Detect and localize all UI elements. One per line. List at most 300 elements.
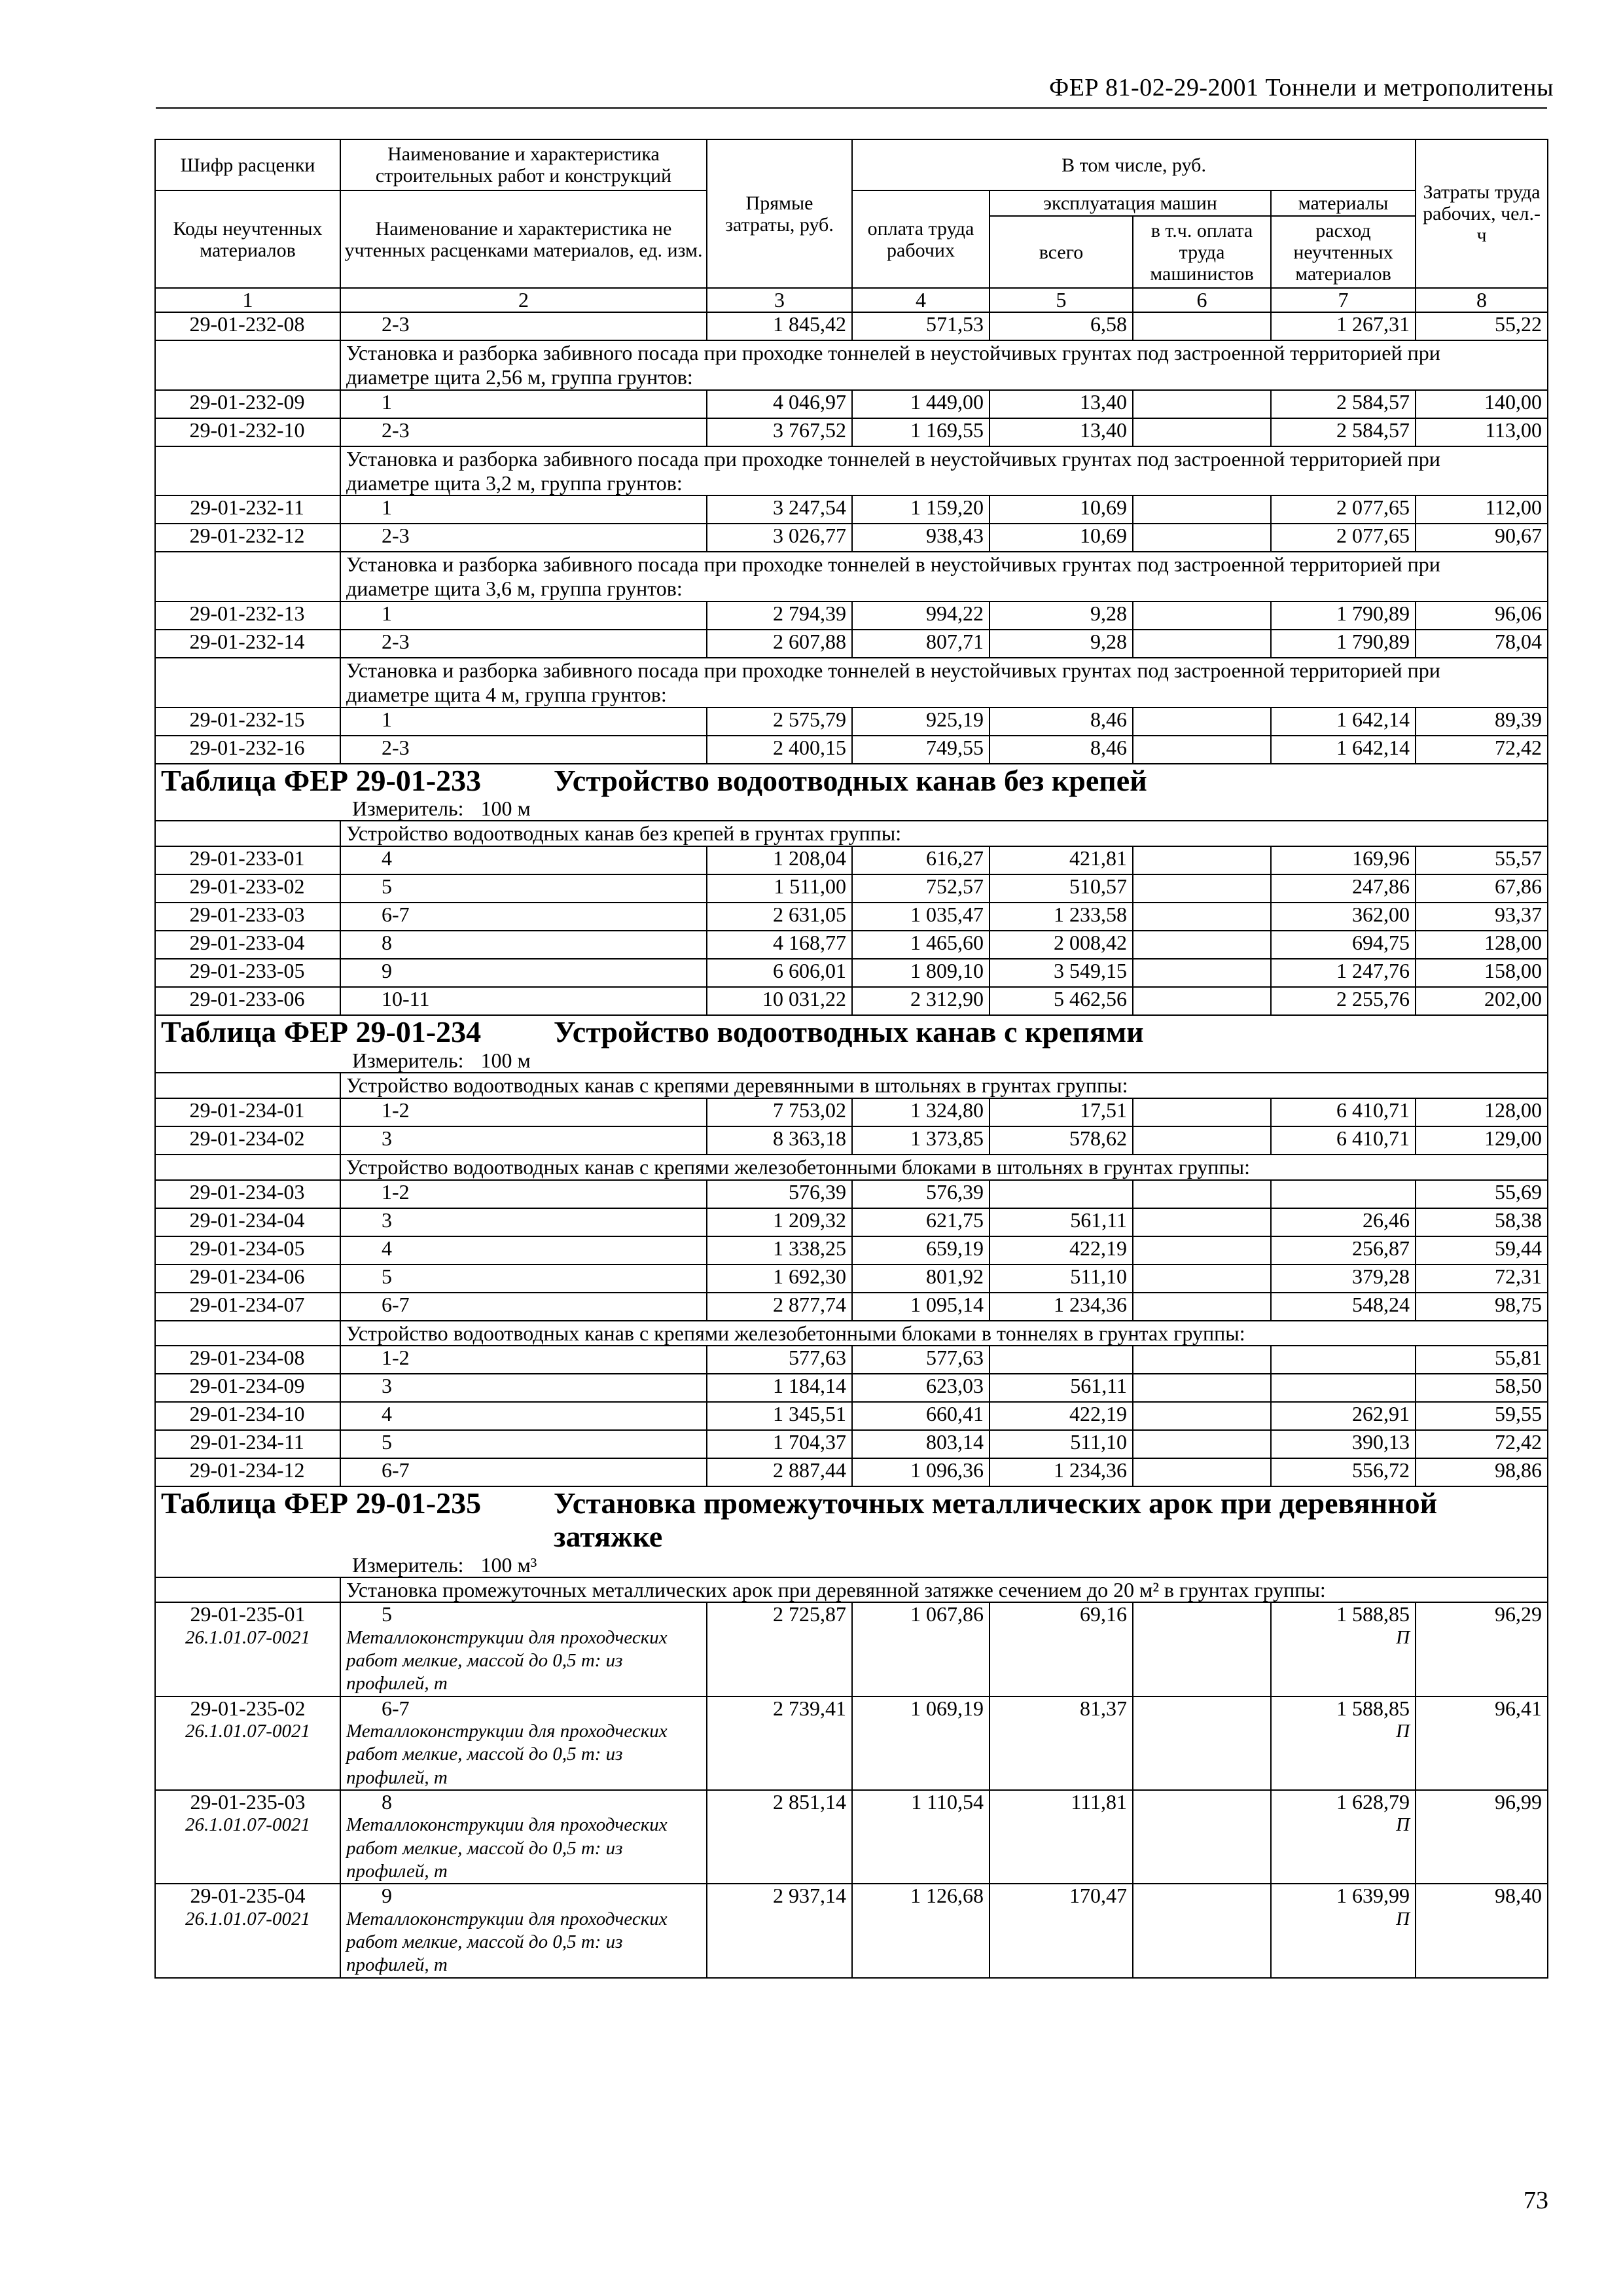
table-row-with-resource bbox=[155, 1884, 1548, 1977]
labor-hours: 96,06 bbox=[1416, 601, 1548, 630]
materials-cost: 1 588,85 bbox=[1336, 1602, 1410, 1626]
resource-mark: П bbox=[1396, 1626, 1410, 1648]
section-description-row bbox=[155, 821, 1548, 846]
measure-unit: 100 м bbox=[480, 797, 531, 821]
machines-cost: 511,10 bbox=[990, 1265, 1133, 1293]
machines-cost: 5 462,56 bbox=[990, 987, 1133, 1015]
direct-cost: 2 887,44 bbox=[707, 1458, 852, 1486]
table-row bbox=[155, 630, 1548, 658]
price-code: 29-01-232-13 bbox=[155, 601, 340, 630]
machines-cost: 111,81 bbox=[990, 1790, 1133, 1884]
labor-pay: 659,19 bbox=[852, 1236, 990, 1265]
header-machinist-pay: в т.ч. оплата труда машинистов bbox=[1133, 216, 1271, 288]
direct-cost: 2 725,87 bbox=[707, 1602, 852, 1696]
table-row bbox=[155, 708, 1548, 736]
table-row bbox=[155, 987, 1548, 1015]
table-title-name: Устройство водоотводных канав с крепями bbox=[554, 1015, 1144, 1049]
machines-cost: 2 008,42 bbox=[990, 931, 1133, 959]
work-name: 8 bbox=[340, 931, 707, 959]
measure-cell bbox=[155, 1049, 1548, 1073]
machinist-pay bbox=[1133, 390, 1271, 418]
price-code: 29-01-233-03 bbox=[155, 903, 340, 931]
materials-cost: 556,72 bbox=[1271, 1458, 1416, 1486]
machinist-pay bbox=[1133, 1430, 1271, 1458]
materials-cost: 262,91 bbox=[1271, 1402, 1416, 1430]
materials-cost bbox=[1271, 1180, 1416, 1208]
work-name: 5 bbox=[382, 1602, 392, 1626]
table-row bbox=[155, 1208, 1548, 1236]
machines-cost: 10,69 bbox=[990, 524, 1133, 552]
price-code: 29-01-232-08 bbox=[155, 312, 340, 340]
direct-cost: 8 363,18 bbox=[707, 1126, 852, 1155]
machines-cost: 510,57 bbox=[990, 874, 1133, 903]
direct-cost: 3 026,77 bbox=[707, 524, 852, 552]
work-name: 5 bbox=[340, 1430, 707, 1458]
labor-hours: 98,75 bbox=[1416, 1293, 1548, 1321]
document-header-title: ФЕР 81-02-29-2001 Тоннели и метрополитены bbox=[1049, 74, 1554, 101]
colnum: 5 bbox=[990, 288, 1133, 312]
price-code: 29-01-235-03 bbox=[190, 1790, 306, 1814]
empty-cell bbox=[155, 1577, 340, 1603]
price-code: 29-01-235-02 bbox=[190, 1696, 306, 1720]
labor-pay: 1 126,68 bbox=[852, 1884, 990, 1977]
labor-hours: 96,41 bbox=[1416, 1696, 1548, 1790]
labor-pay: 1 324,80 bbox=[852, 1098, 990, 1126]
direct-cost: 1 345,51 bbox=[707, 1402, 852, 1430]
labor-hours: 98,86 bbox=[1416, 1458, 1548, 1486]
machinist-pay bbox=[1133, 959, 1271, 987]
price-code: 29-01-233-02 bbox=[155, 874, 340, 903]
labor-hours: 96,99 bbox=[1416, 1790, 1548, 1884]
labor-pay: 2 312,90 bbox=[852, 987, 990, 1015]
machines-cost: 1 234,36 bbox=[990, 1293, 1133, 1321]
machinist-pay bbox=[1133, 418, 1271, 446]
direct-cost: 2 631,05 bbox=[707, 903, 852, 931]
materials-cost bbox=[1271, 1346, 1416, 1374]
measure-row bbox=[155, 1554, 1548, 1577]
machinist-pay bbox=[1133, 1374, 1271, 1402]
table-row bbox=[155, 959, 1548, 987]
direct-cost: 1 511,00 bbox=[707, 874, 852, 903]
materials-cost: 2 584,57 bbox=[1271, 418, 1416, 446]
machines-cost bbox=[990, 1180, 1133, 1208]
labor-hours: 112,00 bbox=[1416, 495, 1548, 524]
machinist-pay bbox=[1133, 903, 1271, 931]
measure-label: Измеритель: bbox=[352, 1553, 464, 1577]
machinist-pay bbox=[1133, 524, 1271, 552]
machinist-pay bbox=[1133, 708, 1271, 736]
price-code-cell bbox=[155, 1790, 340, 1884]
machinist-pay bbox=[1133, 495, 1271, 524]
measure-row bbox=[155, 797, 1548, 821]
labor-pay: 803,14 bbox=[852, 1430, 990, 1458]
machines-cost: 8,46 bbox=[990, 708, 1133, 736]
work-name: 6-7 bbox=[340, 1458, 707, 1486]
table-title-row bbox=[155, 1015, 1548, 1049]
table-row bbox=[155, 1458, 1548, 1486]
labor-hours: 113,00 bbox=[1416, 418, 1548, 446]
header-materials: материалы bbox=[1271, 190, 1416, 216]
empty-cell bbox=[155, 1321, 340, 1346]
labor-pay: 571,53 bbox=[852, 312, 990, 340]
empty-cell bbox=[155, 1155, 340, 1180]
table-row bbox=[155, 736, 1548, 764]
machines-cost: 561,11 bbox=[990, 1208, 1133, 1236]
colnum: 1 bbox=[155, 288, 340, 312]
labor-hours: 59,55 bbox=[1416, 1402, 1548, 1430]
labor-pay: 801,92 bbox=[852, 1265, 990, 1293]
header-labor-pay: оплата труда рабочих bbox=[852, 190, 990, 288]
table-row bbox=[155, 1293, 1548, 1321]
machinist-pay bbox=[1133, 1265, 1271, 1293]
resource-name: Металлоконструкции для проходческих работ мелкие, массой до 0,5 т: из профилей, т bbox=[346, 1626, 668, 1695]
materials-cell bbox=[1271, 1884, 1416, 1977]
table-row bbox=[155, 931, 1548, 959]
machinist-pay bbox=[1133, 601, 1271, 630]
materials-cost: 2 584,57 bbox=[1271, 390, 1416, 418]
machinist-pay bbox=[1133, 1696, 1271, 1790]
header-divider bbox=[156, 107, 1547, 109]
machines-cost bbox=[990, 1346, 1133, 1374]
resource-mark: П bbox=[1396, 1720, 1410, 1742]
work-name: 1 bbox=[340, 601, 707, 630]
resource-code: 26.1.01.07-0021 bbox=[185, 1908, 310, 1929]
labor-hours: 78,04 bbox=[1416, 630, 1548, 658]
labor-pay: 1 809,10 bbox=[852, 959, 990, 987]
table-row-with-resource bbox=[155, 1696, 1548, 1790]
header-materials-unaccounted: расход неучтенных материалов bbox=[1271, 216, 1416, 288]
header-colnums-row bbox=[155, 288, 1548, 312]
table-row bbox=[155, 418, 1548, 446]
table-row bbox=[155, 1180, 1548, 1208]
labor-hours: 98,40 bbox=[1416, 1884, 1548, 1977]
labor-hours: 90,67 bbox=[1416, 524, 1548, 552]
table-title-label: Таблица ФЕР 29-01-234 bbox=[161, 1015, 482, 1049]
labor-pay: 1 169,55 bbox=[852, 418, 990, 446]
direct-cost: 577,63 bbox=[707, 1346, 852, 1374]
labor-pay: 660,41 bbox=[852, 1402, 990, 1430]
machinist-pay bbox=[1133, 1602, 1271, 1696]
work-name: 4 bbox=[340, 1236, 707, 1265]
labor-pay: 925,19 bbox=[852, 708, 990, 736]
work-name: 4 bbox=[340, 846, 707, 874]
machinist-pay bbox=[1133, 1790, 1271, 1884]
header-including: В том числе, руб. bbox=[852, 139, 1416, 190]
machinist-pay bbox=[1133, 1884, 1271, 1977]
machines-cost: 511,10 bbox=[990, 1430, 1133, 1458]
labor-pay: 1 035,47 bbox=[852, 903, 990, 931]
table-title-label: Таблица ФЕР 29-01-233 bbox=[161, 763, 482, 797]
machines-cost: 13,40 bbox=[990, 418, 1133, 446]
labor-hours: 89,39 bbox=[1416, 708, 1548, 736]
empty-cell bbox=[155, 658, 340, 708]
machinist-pay bbox=[1133, 1236, 1271, 1265]
machinist-pay bbox=[1133, 931, 1271, 959]
price-code: 29-01-234-01 bbox=[155, 1098, 340, 1126]
table-title-name: Установка промежуточных металлических арок при деревянной затяжке bbox=[554, 1486, 1438, 1553]
labor-hours: 129,00 bbox=[1416, 1126, 1548, 1155]
labor-pay: 1 110,54 bbox=[852, 1790, 990, 1884]
materials-cost: 26,46 bbox=[1271, 1208, 1416, 1236]
labor-hours: 202,00 bbox=[1416, 987, 1548, 1015]
header-machines-total: всего bbox=[990, 216, 1133, 288]
work-name: 1-2 bbox=[340, 1098, 707, 1126]
empty-cell bbox=[155, 552, 340, 601]
table-row bbox=[155, 524, 1548, 552]
machines-cost: 561,11 bbox=[990, 1374, 1133, 1402]
labor-pay: 577,63 bbox=[852, 1346, 990, 1374]
materials-cost: 379,28 bbox=[1271, 1265, 1416, 1293]
price-code: 29-01-232-15 bbox=[155, 708, 340, 736]
empty-cell bbox=[155, 446, 340, 496]
machines-cost: 13,40 bbox=[990, 390, 1133, 418]
table-row bbox=[155, 1346, 1548, 1374]
labor-hours: 128,00 bbox=[1416, 1098, 1548, 1126]
direct-cost: 2 794,39 bbox=[707, 601, 852, 630]
header-labor-cost: Затраты труда рабочих, чел.-ч bbox=[1416, 139, 1548, 288]
direct-cost: 10 031,22 bbox=[707, 987, 852, 1015]
measure-cell bbox=[155, 1554, 1548, 1577]
price-code-cell bbox=[155, 1696, 340, 1790]
table-row bbox=[155, 495, 1548, 524]
table-title-row bbox=[155, 764, 1548, 798]
empty-cell bbox=[155, 821, 340, 846]
machinist-pay bbox=[1133, 1346, 1271, 1374]
work-name: 3 bbox=[340, 1374, 707, 1402]
materials-cost: 1 790,89 bbox=[1271, 601, 1416, 630]
price-code: 29-01-234-02 bbox=[155, 1126, 340, 1155]
section-description-row bbox=[155, 1321, 1548, 1346]
materials-cost: 390,13 bbox=[1271, 1430, 1416, 1458]
direct-cost: 1 338,25 bbox=[707, 1236, 852, 1265]
table-row bbox=[155, 1374, 1548, 1402]
table-row-with-resource bbox=[155, 1790, 1548, 1884]
resource-name: Металлоконструкции для проходческих работ мелкие, массой до 0,5 т: из профилей, т bbox=[346, 1908, 668, 1976]
machines-cost: 81,37 bbox=[990, 1696, 1133, 1790]
price-table bbox=[154, 139, 1548, 1979]
work-name: 2-3 bbox=[340, 418, 707, 446]
direct-cost: 1 209,32 bbox=[707, 1208, 852, 1236]
direct-cost: 3 247,54 bbox=[707, 495, 852, 524]
table-row bbox=[155, 1098, 1548, 1126]
labor-hours: 58,50 bbox=[1416, 1374, 1548, 1402]
machines-cost: 422,19 bbox=[990, 1236, 1133, 1265]
measure-label: Измеритель: bbox=[352, 797, 464, 821]
materials-cost: 1 628,79 bbox=[1336, 1790, 1410, 1814]
work-name: 6-7 bbox=[340, 1293, 707, 1321]
materials-cost: 548,24 bbox=[1271, 1293, 1416, 1321]
labor-pay: 1 373,85 bbox=[852, 1126, 990, 1155]
materials-cost: 1 642,14 bbox=[1271, 708, 1416, 736]
price-code-cell bbox=[155, 1884, 340, 1977]
price-code: 29-01-232-11 bbox=[155, 495, 340, 524]
labor-pay: 1 069,19 bbox=[852, 1696, 990, 1790]
price-code: 29-01-233-04 bbox=[155, 931, 340, 959]
header-code: Шифр расценки bbox=[155, 139, 340, 190]
labor-pay: 1 159,20 bbox=[852, 495, 990, 524]
labor-hours: 96,29 bbox=[1416, 1602, 1548, 1696]
resource-name: Металлоконструкции для проходческих работ мелкие, массой до 0,5 т: из профилей, т bbox=[346, 1814, 668, 1882]
price-code: 29-01-235-01 bbox=[190, 1602, 306, 1626]
price-code: 29-01-232-10 bbox=[155, 418, 340, 446]
page-number: 73 bbox=[1524, 2187, 1548, 2214]
section-description-row bbox=[155, 552, 1548, 601]
materials-cost: 6 410,71 bbox=[1271, 1098, 1416, 1126]
machines-cost: 10,69 bbox=[990, 495, 1133, 524]
header-row-1 bbox=[155, 139, 1548, 190]
machinist-pay bbox=[1133, 736, 1271, 764]
colnum: 8 bbox=[1416, 288, 1548, 312]
labor-pay: 623,03 bbox=[852, 1374, 990, 1402]
machinist-pay bbox=[1133, 630, 1271, 658]
table-row bbox=[155, 1402, 1548, 1430]
table-title-label: Таблица ФЕР 29-01-235 bbox=[161, 1486, 482, 1520]
labor-pay: 576,39 bbox=[852, 1180, 990, 1208]
work-name-cell bbox=[340, 1696, 707, 1790]
direct-cost: 1 692,30 bbox=[707, 1265, 852, 1293]
labor-pay: 616,27 bbox=[852, 846, 990, 874]
section-description: Устройство водоотводных канав с крепями железобетонными блоками в штольнях в грунтах группы: bbox=[340, 1155, 1548, 1180]
table-row bbox=[155, 1430, 1548, 1458]
machines-cost: 17,51 bbox=[990, 1098, 1133, 1126]
work-name: 2-3 bbox=[340, 736, 707, 764]
labor-pay: 752,57 bbox=[852, 874, 990, 903]
direct-cost: 1 184,14 bbox=[707, 1374, 852, 1402]
colnum: 4 bbox=[852, 288, 990, 312]
machines-cost: 1 233,58 bbox=[990, 903, 1133, 931]
materials-cost: 6 410,71 bbox=[1271, 1126, 1416, 1155]
labor-pay: 749,55 bbox=[852, 736, 990, 764]
table-title-cell bbox=[155, 764, 1548, 798]
materials-cost: 1 247,76 bbox=[1271, 959, 1416, 987]
section-description-row bbox=[155, 1073, 1548, 1098]
section-description-row bbox=[155, 1577, 1548, 1603]
section-description-row bbox=[155, 446, 1548, 496]
section-description: Установка промежуточных металлических арок при деревянной затяжке сечением до 20 м² в грунтах группы: bbox=[340, 1577, 1548, 1603]
price-code: 29-01-234-08 bbox=[155, 1346, 340, 1374]
price-code: 29-01-233-01 bbox=[155, 846, 340, 874]
labor-hours: 55,22 bbox=[1416, 312, 1548, 340]
header-row-2 bbox=[155, 190, 1548, 216]
price-code: 29-01-233-05 bbox=[155, 959, 340, 987]
colnum: 6 bbox=[1133, 288, 1271, 312]
work-name: 10-11 bbox=[340, 987, 707, 1015]
machines-cost: 3 549,15 bbox=[990, 959, 1133, 987]
empty-cell bbox=[155, 340, 340, 390]
price-code: 29-01-232-14 bbox=[155, 630, 340, 658]
direct-cost: 1 845,42 bbox=[707, 312, 852, 340]
machinist-pay bbox=[1133, 987, 1271, 1015]
header-name-unaccounted: Наименование и характеристика не учтенных расценками материалов, ед. изм. bbox=[340, 190, 707, 288]
machines-cost: 69,16 bbox=[990, 1602, 1133, 1696]
labor-pay: 938,43 bbox=[852, 524, 990, 552]
colnum: 7 bbox=[1271, 288, 1416, 312]
section-description: Установка и разборка забивного посада при проходке тоннелей в неустойчивых грунтах под застроенной территорией при диаметре щита 3,6 м, группа грунтов: bbox=[340, 552, 1548, 601]
materials-cost: 256,87 bbox=[1271, 1236, 1416, 1265]
resource-code: 26.1.01.07-0021 bbox=[185, 1626, 310, 1648]
section-description-row bbox=[155, 340, 1548, 390]
materials-cell bbox=[1271, 1790, 1416, 1884]
resource-code: 26.1.01.07-0021 bbox=[185, 1720, 310, 1742]
header-codes-unaccounted: Коды неучтенных материалов bbox=[155, 190, 340, 288]
materials-cost: 1 639,99 bbox=[1336, 1884, 1410, 1908]
labor-pay: 807,71 bbox=[852, 630, 990, 658]
labor-pay: 1 449,00 bbox=[852, 390, 990, 418]
work-name: 1 bbox=[340, 495, 707, 524]
labor-hours: 93,37 bbox=[1416, 903, 1548, 931]
work-name: 1 bbox=[340, 390, 707, 418]
resource-mark: П bbox=[1396, 1814, 1410, 1836]
machines-cost: 422,19 bbox=[990, 1402, 1133, 1430]
resource-name: Металлоконструкции для проходческих работ мелкие, массой до 0,5 т: из профилей, т bbox=[346, 1720, 668, 1788]
materials-cost: 1 642,14 bbox=[1271, 736, 1416, 764]
measure-label: Измеритель: bbox=[352, 1049, 464, 1072]
labor-pay: 1 095,14 bbox=[852, 1293, 990, 1321]
direct-cost: 2 607,88 bbox=[707, 630, 852, 658]
direct-cost: 1 208,04 bbox=[707, 846, 852, 874]
machinist-pay bbox=[1133, 1208, 1271, 1236]
price-code: 29-01-234-11 bbox=[155, 1430, 340, 1458]
direct-cost: 2 400,15 bbox=[707, 736, 852, 764]
table-row-with-resource bbox=[155, 1602, 1548, 1696]
work-name: 1-2 bbox=[340, 1346, 707, 1374]
direct-cost: 4 046,97 bbox=[707, 390, 852, 418]
direct-cost: 4 168,77 bbox=[707, 931, 852, 959]
direct-cost: 2 851,14 bbox=[707, 1790, 852, 1884]
materials-cost bbox=[1271, 1374, 1416, 1402]
direct-cost: 6 606,01 bbox=[707, 959, 852, 987]
resource-mark: П bbox=[1396, 1908, 1410, 1929]
work-name: 3 bbox=[340, 1126, 707, 1155]
section-description-row bbox=[155, 658, 1548, 708]
machines-cost: 6,58 bbox=[990, 312, 1133, 340]
work-name: 5 bbox=[340, 874, 707, 903]
machines-cost: 578,62 bbox=[990, 1126, 1133, 1155]
labor-hours: 58,38 bbox=[1416, 1208, 1548, 1236]
header-machines: эксплуатация машин bbox=[990, 190, 1271, 216]
table-row bbox=[155, 1236, 1548, 1265]
labor-hours: 158,00 bbox=[1416, 959, 1548, 987]
direct-cost: 3 767,52 bbox=[707, 418, 852, 446]
labor-hours: 55,81 bbox=[1416, 1346, 1548, 1374]
price-code: 29-01-234-04 bbox=[155, 1208, 340, 1236]
table-title-row bbox=[155, 1486, 1548, 1553]
colnum: 3 bbox=[707, 288, 852, 312]
labor-hours: 55,69 bbox=[1416, 1180, 1548, 1208]
machines-cost: 9,28 bbox=[990, 630, 1133, 658]
measure-unit: 100 м³ bbox=[480, 1553, 537, 1577]
price-code: 29-01-234-10 bbox=[155, 1402, 340, 1430]
machines-cost: 9,28 bbox=[990, 601, 1133, 630]
labor-hours: 59,44 bbox=[1416, 1236, 1548, 1265]
machines-cost: 8,46 bbox=[990, 736, 1133, 764]
table-row bbox=[155, 874, 1548, 903]
section-description: Устройство водоотводных канав без крепей в грунтах группы: bbox=[340, 821, 1548, 846]
labor-hours: 67,86 bbox=[1416, 874, 1548, 903]
measure-unit: 100 м bbox=[480, 1049, 531, 1072]
materials-cost: 1 588,85 bbox=[1336, 1696, 1410, 1720]
price-code: 29-01-232-09 bbox=[155, 390, 340, 418]
machinist-pay bbox=[1133, 1098, 1271, 1126]
labor-pay: 1 067,86 bbox=[852, 1602, 990, 1696]
section-description: Установка и разборка забивного посада при проходке тоннелей в неустойчивых грунтах под застроенной территорией при диаметре щита 2,56 м, группа грунтов: bbox=[340, 340, 1548, 390]
price-code: 29-01-232-16 bbox=[155, 736, 340, 764]
materials-cost: 362,00 bbox=[1271, 903, 1416, 931]
machinist-pay bbox=[1133, 1293, 1271, 1321]
price-code: 29-01-234-05 bbox=[155, 1236, 340, 1265]
price-code: 29-01-233-06 bbox=[155, 987, 340, 1015]
work-name: 9 bbox=[382, 1884, 392, 1908]
